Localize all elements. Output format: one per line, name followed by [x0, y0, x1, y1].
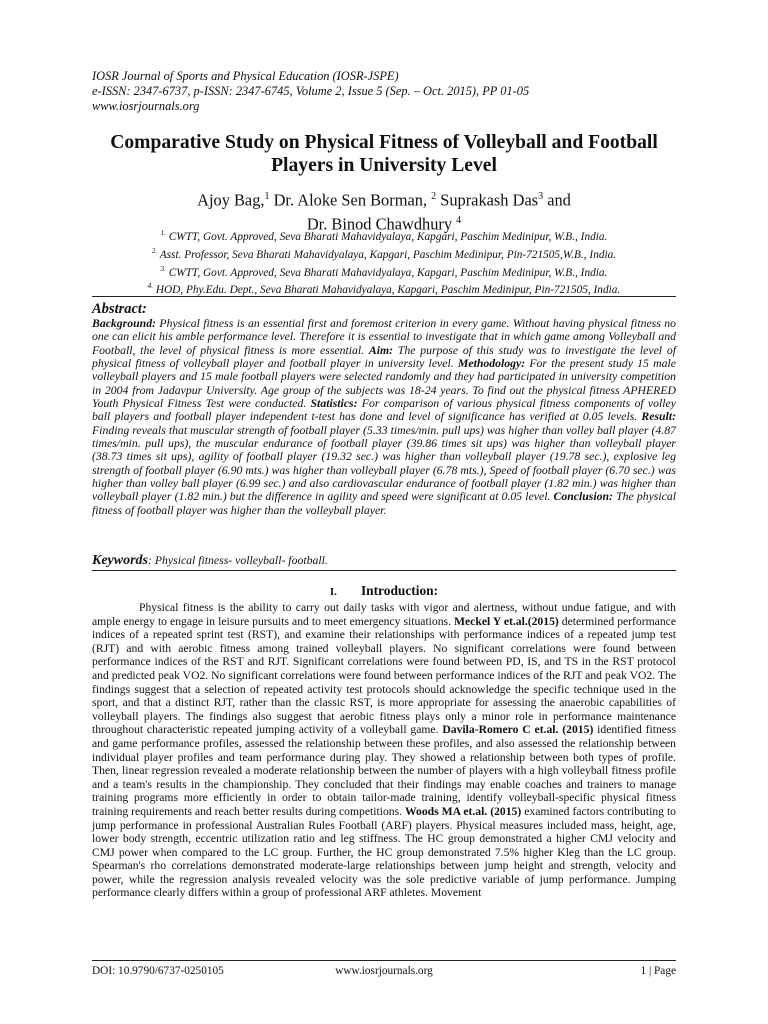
keywords-rule — [92, 570, 676, 571]
footer-rule — [92, 960, 676, 961]
abstract-text: Physical fitness is an essential first and foremost criterion in every game. Without having physical fitness no one can elicit his amble performance level. Therefore it is essential to investigate that in which game among Volleyball and Football, the level of physical fitness is more essential. — [92, 317, 676, 357]
abstract-heading: Abstract: — [92, 301, 147, 317]
journal-website: www.iosrjournals.org — [92, 99, 200, 113]
author-conjunction: and — [543, 190, 571, 210]
affiliation-item — [80, 262, 688, 280]
journal-header — [92, 69, 529, 114]
section-number: I. — [329, 586, 337, 598]
abstract-text: The physical fitness of football player was higher than the volleyball player. — [92, 490, 676, 517]
affiliation-text: HOD, Phy.Edu. Dept., Seva Bharati Mahavidyalaya, Kapgari, Paschim Medinipur, Pin-721505, India. — [153, 284, 621, 297]
author-name: Dr. Binod Chawdhury — [306, 214, 457, 234]
footer-website: www.iosrjournals.org — [335, 965, 433, 977]
abstract-label-result: Result: — [641, 410, 676, 424]
abstract-text: The purpose of this study was to investigate the level of physical fitness of volleyball player and football player in university level. — [92, 343, 676, 371]
abstract-text: For the present study 15 male volleyball players and 15 male football players were selected randomly and they had participated in university competition in 2004 from Jadavpur University. Age group of the subjects was 18-24 years. To find out the physical fitness APHERED Youth Physical Fitness Test were conducted. — [92, 357, 676, 411]
affiliation-item — [80, 244, 688, 262]
journal-issn: e-ISSN: 2347-6737, p-ISSN: 2347-6745, Volume 2, Issue 5 (Sep. – Oct. 2015), PP 01-05 — [92, 84, 530, 98]
keywords-line — [92, 554, 676, 568]
affiliation-item — [80, 279, 688, 297]
abstract-top-rule — [92, 296, 676, 297]
keywords-label: Keywords — [92, 553, 148, 568]
section-title: Introduction: — [360, 583, 439, 598]
affiliation-mark: 4. — [147, 282, 154, 291]
section-heading — [92, 583, 676, 599]
journal-name: IOSR Journal of Sports and Physical Education (IOSR-JSPE) — [92, 69, 399, 83]
author-mark: 3 — [538, 191, 544, 202]
abstract-label-background: Background: — [92, 317, 156, 330]
abstract-label-methodology: Methodology: — [457, 357, 526, 371]
author-name: Ajoy Bag, — [197, 190, 265, 210]
footer-page-number: 1 | Page — [640, 965, 676, 977]
introduction-body — [92, 601, 676, 900]
paper-title: Comparative Study on Physical Fitness of Volleyball and Football Players in University Level — [110, 132, 658, 176]
author-mark: 1 — [264, 191, 270, 202]
body-text: Physical fitness is the ability to carry out daily tasks with vigor and alertness, without undue fatigue, and with ample energy to engage in leisure pursuits and to meet emergency situations. — [92, 601, 676, 628]
affiliation-mark: 2. — [151, 246, 158, 255]
author-name: Dr. Aloke Sen Borman, — [269, 190, 432, 210]
abstract-label-aim: Aim: — [368, 343, 394, 357]
affiliation-text: Asst. Professor, Seva Bharati Mahavidyalaya, Kapgari, Paschim Medinipur, Pin-721505,W.B., India. — [157, 248, 617, 261]
abstract-text: For comparison of various physical fitness components of volley ball players and football player independent t-test has done and level of significance has verified at 0.05 levels. — [92, 397, 676, 424]
affiliation-mark: 3. — [160, 264, 166, 273]
abstract-body — [92, 317, 676, 517]
body-text: determined performance indices of a repeated sprint test (RST), and examine their relationships with performance indices of a repeated jump test (RJT) and with aerobic fitness among trained volleyball players. No significant correlations were found between performance indices of the RST and RJT. Significant correlations were found between PD, IS, and TS in the RST protocol and predicted peak VO2. No significant correlations were found between performance indices of the RJT and peak VO2. The findings suggest that a selection of repeated activity test protocols should acknowledge the specific technique used in the sport, and that a distinct RJT, rather than the classic RST, is more appropriate for assessing the anaerobic capabilities of volleyball players. The findings also suggest that aerobic fitness plays only a minor role in performance maintenance throughout characteristic repeated jumping activity of a volleyball game. — [92, 614, 677, 737]
author-name: Suprakash Das — [436, 190, 539, 210]
body-text: examined factors contributing to jump performance in professional Australian Rules Football (ARF) players. Physical measures included mass, height, age, lower body strength, eccentric utilization ratio and leg stiffness. The HC group demonstrated a higher CMJ velocity and CMJ power when compared to the LC group. Further, the HC group demonstrated 7.5% higher Kleg than the LC group. Spearman's rho correlations demonstrated moderate-large relationships between jump height and strength, velocity and power, while the regression analysis revealed velocity was the sole predictive variable of jump performance. Jumping performance clearly differs within a group of professional ARF athletes. Movement — [92, 804, 676, 900]
author-mark: 2 — [431, 191, 437, 202]
body-text: identified fitness and game performance profiles, assessed the relationship between these profiles, and also assessed the relationship between individual player profiles and team performance during play. They showed a relationship between both types of profile. Then, linear regression revealed a moderate relationship between the number of players with a high volleyball fitness profile and a team's results in the championship. They concluded that their findings may enable coaches and trainers to manage training programs more efficiently in order to obtain tailor-made training, identify volleyball-specific physical fitness training requirements and reach better results during competitions. — [92, 723, 677, 818]
footer-doi: DOI: 10.9790/6737-0250105 — [92, 965, 224, 977]
author-mark: 4 — [456, 215, 462, 227]
affiliation-mark: 1. — [160, 229, 166, 237]
affiliation-list — [80, 226, 688, 297]
affiliation-text: CWTT, Govt. Approved, Seva Bharati Mahavidyalaya, Kapgari, Paschim Medinipur, W.B., India. — [165, 266, 608, 279]
citation-ref: Davila-Romero C et.al. (2015) — [442, 723, 594, 737]
citation-ref: Meckel Y et.al.(2015) — [454, 614, 559, 628]
introduction-paragraph — [92, 601, 676, 900]
affiliation-text: CWTT, Govt. Approved, Seva Bharati Mahavidyalaya, Kapgari, Paschim Medinipur, W.B., India. — [165, 230, 608, 243]
citation-ref: Woods MA et.al. (2015) — [405, 804, 522, 818]
keywords-text: : Physical fitness- volleyball- football. — [148, 554, 328, 567]
affiliation-item — [80, 226, 688, 244]
abstract-label-statistics: Statistics: — [310, 397, 358, 411]
abstract-text: Finding reveals that muscular strength of football player (5.33 times/min. pull ups) was higher than volley ball player (4.87 times/min. pull ups), the muscular endurance of football player (39.86 times sit ups) was higher than volleyball player (38.73 times sit ups), agility of football player (19.32 sec.) was higher than volleyball player (19.78 sec.), explosive leg strength of football player (6.90 mts.) was higher than volleyball player (6.78 mts.), Speed of football player (6.70 sec.) was higher than volley ball player (6.99 sec.) and also cardiovascular endurance of football player (1.82 min.) was higher than volleyball player (1.82 min.) but the difference in agility and speed were significant at 0.05 level. — [92, 423, 676, 504]
abstract-label-conclusion: Conclusion: — [553, 490, 613, 504]
